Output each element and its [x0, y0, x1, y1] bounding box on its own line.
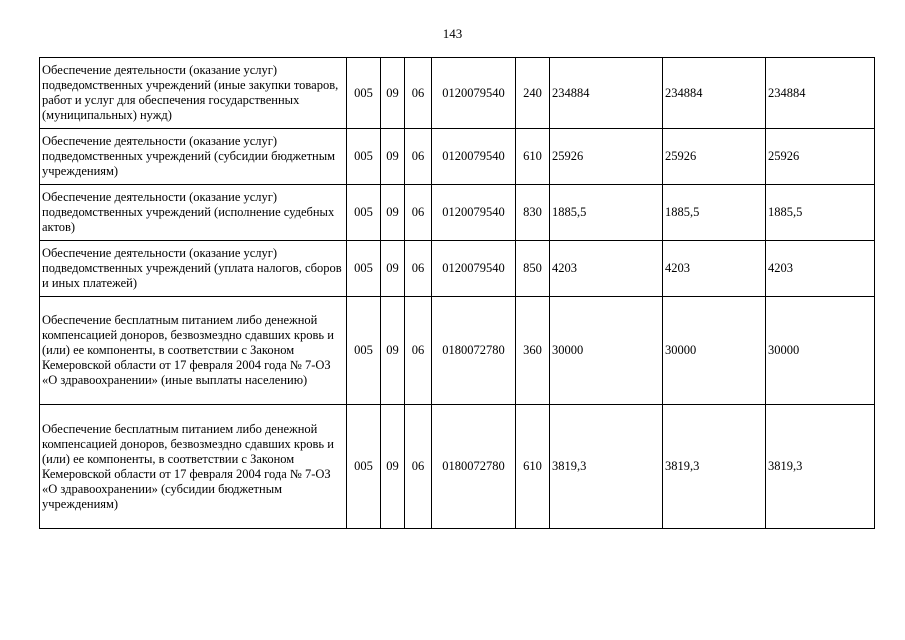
row-sum-year-1: 30000 [550, 297, 663, 405]
row-expense-type-code: 360 [516, 297, 550, 405]
row-sum-year-3: 234884 [766, 58, 875, 129]
row-ved-code: 005 [347, 185, 381, 241]
row-subsection-code: 06 [405, 185, 432, 241]
row-description: Обеспечение бесплатным питанием либо денежной компенсацией доноров, безвозмездно сдавших кровь и (или) ее компоненты, в соответствии с Законом Кемеровской области от 17 февраля 2004 года № 7-ОЗ «О здравоохранении» (иные выплаты населению) [40, 297, 347, 405]
row-sum-year-2: 234884 [663, 58, 766, 129]
row-section-code: 09 [381, 405, 405, 529]
table-row [40, 58, 875, 129]
table-row [40, 241, 875, 297]
row-description: Обеспечение деятельности (оказание услуг) подведомственных учреждений (субсидии бюджетным учреждениям) [40, 129, 347, 185]
row-ved-code: 005 [347, 405, 381, 529]
row-expense-type-code: 850 [516, 241, 550, 297]
row-target-article-code: 0180072780 [432, 297, 516, 405]
row-target-article-code: 0120079540 [432, 58, 516, 129]
row-sum-year-1: 3819,3 [550, 405, 663, 529]
page-number: 143 [442, 26, 463, 41]
row-expense-type-code: 610 [516, 129, 550, 185]
row-sum-year-3: 4203 [766, 241, 875, 297]
row-target-article-code: 0120079540 [432, 129, 516, 185]
row-expense-type-code: 830 [516, 185, 550, 241]
row-sum-year-2: 3819,3 [663, 405, 766, 529]
row-description: Обеспечение деятельности (оказание услуг) подведомственных учреждений (иные закупки товаров, работ и услуг для обеспечения государственных (муниципальных) нужд) [40, 58, 347, 129]
row-sum-year-1: 234884 [550, 58, 663, 129]
row-section-code: 09 [381, 129, 405, 185]
row-section-code: 09 [381, 241, 405, 297]
row-section-code: 09 [381, 58, 405, 129]
row-sum-year-1: 25926 [550, 129, 663, 185]
table-row [40, 297, 875, 405]
table-row [40, 405, 875, 529]
row-target-article-code: 0180072780 [432, 405, 516, 529]
row-sum-year-2: 1885,5 [663, 185, 766, 241]
row-ved-code: 005 [347, 129, 381, 185]
row-ved-code: 005 [347, 58, 381, 129]
row-sum-year-1: 1885,5 [550, 185, 663, 241]
row-subsection-code: 06 [405, 58, 432, 129]
row-sum-year-3: 25926 [766, 129, 875, 185]
row-sum-year-2: 30000 [663, 297, 766, 405]
row-sum-year-3: 30000 [766, 297, 875, 405]
row-section-code: 09 [381, 185, 405, 241]
row-target-article-code: 0120079540 [432, 241, 516, 297]
row-section-code: 09 [381, 297, 405, 405]
row-sum-year-2: 25926 [663, 129, 766, 185]
table-row [40, 129, 875, 185]
row-expense-type-code: 610 [516, 405, 550, 529]
row-subsection-code: 06 [405, 241, 432, 297]
row-sum-year-3: 3819,3 [766, 405, 875, 529]
row-subsection-code: 06 [405, 405, 432, 529]
table-row [40, 185, 875, 241]
row-target-article-code: 0120079540 [432, 185, 516, 241]
row-sum-year-1: 4203 [550, 241, 663, 297]
row-description: Обеспечение бесплатным питанием либо денежной компенсацией доноров, безвозмездно сдавших кровь и (или) ее компоненты, в соответствии с Законом Кемеровской области от 17 февраля 2004 года № 7-ОЗ «О здравоохранении» (субсидии бюджетным учреждениям) [40, 405, 347, 529]
row-ved-code: 005 [347, 241, 381, 297]
row-description: Обеспечение деятельности (оказание услуг) подведомственных учреждений (уплата налогов, сборов и иных платежей) [40, 241, 347, 297]
row-subsection-code: 06 [405, 129, 432, 185]
row-sum-year-2: 4203 [663, 241, 766, 297]
budget-table [39, 57, 875, 529]
row-ved-code: 005 [347, 297, 381, 405]
row-sum-year-3: 1885,5 [766, 185, 875, 241]
row-subsection-code: 06 [405, 297, 432, 405]
row-description: Обеспечение деятельности (оказание услуг) подведомственных учреждений (исполнение судебных актов) [40, 185, 347, 241]
row-expense-type-code: 240 [516, 58, 550, 129]
